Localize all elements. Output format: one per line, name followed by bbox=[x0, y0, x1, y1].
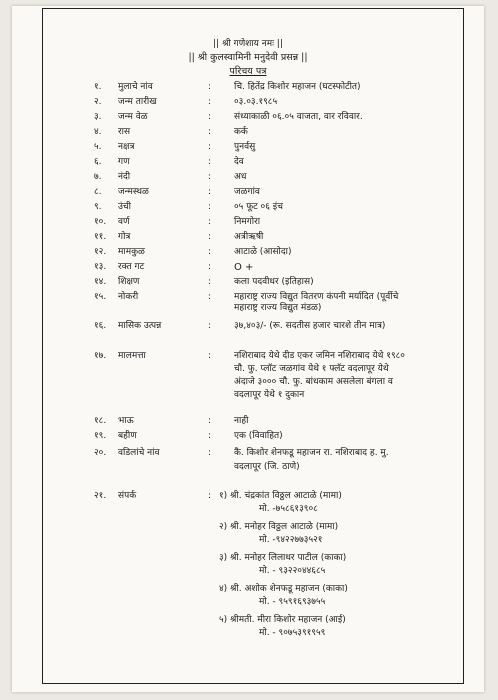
row-label: उंची bbox=[118, 202, 131, 212]
row-value: महाराष्ट्र राज्य विद्युत वितरण कंपनी मर्यादित (पूर्वीचे महाराष्ट्र राज्य विद्युत मंडळ) bbox=[234, 292, 399, 313]
row-number: २०. bbox=[94, 448, 107, 458]
row-number: ५. bbox=[94, 142, 102, 152]
row-value: नाही bbox=[234, 416, 249, 426]
row-label: वडिलांचे नांव bbox=[118, 448, 160, 458]
row-value: संध्याकाळी ०६.०५ वाजता, वार रविवार. bbox=[234, 112, 363, 122]
row-label: जन्म तारीख bbox=[118, 97, 157, 107]
row-label: मुलाचे नांव bbox=[118, 82, 153, 92]
row-value: आटाळे (आसोदा) bbox=[234, 247, 292, 257]
row-label: शिक्षण bbox=[118, 277, 140, 287]
row-value: चि. हितेंद्र किशोर महाजन (घटस्फोटीत) bbox=[234, 82, 361, 92]
row-number: ६. bbox=[94, 157, 102, 167]
row-colon: : bbox=[208, 448, 212, 458]
row-colon: : bbox=[208, 217, 212, 227]
document-title: परिचय पत्र bbox=[229, 66, 267, 77]
row-number: ११. bbox=[94, 232, 107, 242]
row-number: १७. bbox=[94, 351, 107, 361]
row-label: गोत्र bbox=[118, 232, 131, 242]
row-colon: : bbox=[208, 142, 212, 152]
row-number: ८. bbox=[94, 187, 102, 197]
row-value: अत्रीऋषी bbox=[234, 232, 264, 242]
row-number: १४. bbox=[94, 277, 107, 287]
row-colon: : bbox=[208, 202, 212, 212]
row-label: जन्मस्थळ bbox=[118, 187, 149, 197]
row-number: १०. bbox=[94, 217, 107, 227]
row-colon: : bbox=[208, 262, 212, 272]
contact-mobile: मो. - ९५९१६९३७५५ bbox=[259, 597, 326, 607]
row-value: एक (विवाहित) bbox=[234, 431, 283, 441]
row-value: ३७,४०३/- (रू. सदतीस हजार चारशे तीन मात्र) bbox=[234, 321, 386, 331]
row-value: कर्क bbox=[234, 127, 248, 137]
row-colon: : bbox=[208, 172, 212, 182]
contact-mobile: मो. - ९३२२०४४६८५ bbox=[259, 566, 326, 576]
row-value: जळगांव bbox=[234, 187, 260, 197]
contact-name: २) श्री. मनोहर विठ्ठल आटाळे (मामा) bbox=[219, 522, 339, 532]
contact-list bbox=[219, 490, 459, 640]
row-value: ०५ फूट ०६ इंच bbox=[234, 202, 283, 212]
row-colon: : bbox=[208, 351, 212, 361]
row-colon: : bbox=[208, 112, 212, 122]
row-value: नशिराबाद येथे दीड एकर जमिन नशिराबाद येथे १९८० चौ. फु. प्लॉट जळगांव येथे १ फ्लॅट वदलापूर येथे अंदाजे ३००० चौ. फु. बांधकाम असलेला बंगला व वदलापूर येथे १ दुकान bbox=[234, 351, 405, 400]
row-value: कला पदवीधर (इतिहास) bbox=[234, 277, 314, 287]
row-label: गण bbox=[118, 157, 130, 167]
row-value: निमगोरा bbox=[234, 217, 261, 227]
row-label: रक्त गट bbox=[118, 262, 145, 272]
row-label: वर्ण bbox=[118, 217, 130, 227]
row-value: अध bbox=[234, 172, 247, 182]
row-label: नोकरी bbox=[118, 292, 139, 302]
row-number: १२. bbox=[94, 247, 107, 257]
contact-name: ३) श्री. मनोहर लिलाधर पाटील (काका) bbox=[219, 553, 347, 563]
row-number: १९. bbox=[94, 431, 107, 441]
row-number: १. bbox=[94, 82, 102, 92]
contact-name: ४) श्री. अशोक शेनफडू महाजन (काका) bbox=[219, 584, 348, 594]
row-label: मासिक उत्पन्न bbox=[118, 321, 162, 331]
row-colon: : bbox=[208, 292, 212, 302]
row-number: १५. bbox=[94, 292, 107, 302]
contact-name: १) श्री. चंद्रकांत विठ्ठल आटाळे (मामा) bbox=[219, 491, 342, 501]
row-number: १३. bbox=[94, 262, 107, 272]
document-page bbox=[12, 6, 484, 692]
row-colon: : bbox=[208, 97, 212, 107]
row-value: कै. किशोर शेनफडू महाजन रा. नशिराबाद ह. मु. वदलापूर (जि. ठाणे) bbox=[234, 448, 389, 472]
row-label: जन्म वेळ bbox=[118, 112, 148, 122]
row-label: नंदी bbox=[118, 172, 131, 182]
row-colon: : bbox=[208, 491, 212, 501]
row-number: २. bbox=[94, 97, 102, 107]
row-value: O + bbox=[234, 262, 254, 273]
contact-mobile: मो. -९४२२७७३५२१ bbox=[259, 535, 323, 545]
row-colon: : bbox=[208, 416, 212, 426]
row-colon: : bbox=[208, 321, 212, 331]
row-colon: : bbox=[208, 127, 212, 137]
row-colon: : bbox=[208, 431, 212, 441]
row-colon: : bbox=[208, 277, 212, 287]
contact-name: ५) श्रीमती. मीरा किशोर महाजन (आई) bbox=[219, 615, 346, 625]
row-colon: : bbox=[208, 187, 212, 197]
row-value: देव bbox=[234, 157, 244, 167]
row-number: २१. bbox=[94, 491, 107, 501]
row-label: भाऊ bbox=[118, 416, 134, 426]
deity-line: || श्री कुलस्वामिनी मनुदेवी प्रसन्न || bbox=[188, 52, 308, 63]
contact-mobile: मो. -७५८६१३९०८ bbox=[259, 504, 318, 514]
row-value: ०३.०३.१९८५ bbox=[234, 97, 278, 107]
row-number: ९. bbox=[94, 202, 102, 212]
row-number: ३. bbox=[94, 112, 102, 122]
row-label: नक्षत्र bbox=[118, 142, 135, 152]
row-number: ४. bbox=[94, 127, 102, 137]
row-number: ७. bbox=[94, 172, 102, 182]
row-label: रास bbox=[118, 127, 131, 137]
row-label: मामकुळ bbox=[118, 247, 145, 257]
row-colon: : bbox=[208, 157, 212, 167]
invocation-line: || श्री गणेशाय नमः || bbox=[213, 39, 283, 49]
row-colon: : bbox=[208, 247, 212, 257]
contact-mobile: मो. - ९०७५३९१९५९ bbox=[259, 628, 326, 638]
row-value: पुनर्वसु bbox=[234, 142, 256, 152]
row-colon: : bbox=[208, 232, 212, 242]
row-label: संपर्क bbox=[118, 491, 137, 501]
row-label: बहीण bbox=[118, 431, 137, 441]
row-number: १८. bbox=[94, 416, 107, 426]
row-colon: : bbox=[208, 82, 212, 92]
row-label: मालमत्ता bbox=[118, 351, 146, 361]
row-number: १६. bbox=[94, 321, 107, 331]
